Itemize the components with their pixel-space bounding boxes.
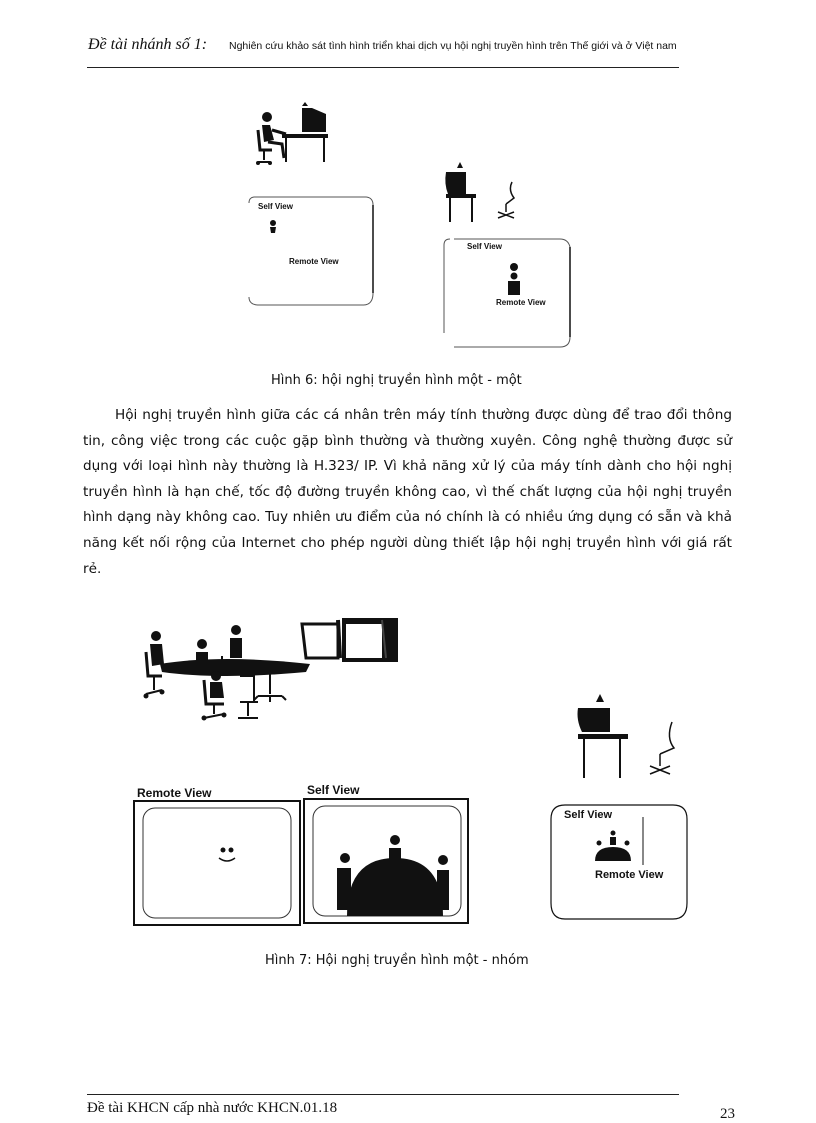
body-paragraph	[83, 403, 732, 582]
computer-empty-chair-icon	[440, 160, 520, 225]
self-view-label: Self View	[307, 783, 360, 797]
right-remote-view-label-2: Remote View	[595, 869, 664, 881]
self-view-screen	[303, 798, 469, 924]
right-screen-frame	[440, 233, 574, 353]
header-subtitle: Nghiên cứu khảo sát tình hình triển khai dịch vụ hội nghị truyền hình trên Thế giới và ở Việt nam	[229, 40, 677, 52]
remote-view-screen	[133, 800, 301, 926]
right-self-view-label-2: Self View	[564, 809, 613, 821]
right-self-view-label: Self View	[467, 242, 502, 251]
header-title: Đề tài nhánh số 1:	[88, 36, 208, 53]
person-at-computer-icon	[250, 100, 330, 170]
footer-text: Đề tài KHCN cấp nhà nước KHCN.01.18	[87, 1100, 338, 1116]
remote-view-label: Remote View	[137, 786, 212, 800]
footer-rule	[87, 1094, 679, 1095]
right-remote-view-label: Remote View	[496, 298, 546, 307]
left-remote-view-label: Remote View	[289, 257, 339, 266]
figure-6-caption: Hình 6: hội nghị truyền hình một - một	[271, 373, 522, 388]
header-rule	[87, 67, 679, 68]
group-conference-table-icon	[140, 618, 315, 723]
figure-7-caption: Hình 7: Hội nghị truyền hình một - nhóm	[265, 953, 529, 968]
computer-empty-chair-icon-2	[574, 692, 684, 782]
left-self-view-label: Self View	[258, 202, 293, 211]
page-number: 23	[720, 1106, 735, 1122]
paragraph-text: Hội nghị truyền hình giữa các cá nhân trên máy tính thường được dùng để trao đổi thông tin, công việc trong các cuộc gặp bình thường và thường xuyên. Công nghệ thường được sử dụng với loại hình này thường là H.323/ IP. Vì khả năng xử lý của máy tính dành cho hội nghị truyền hình là hạn chế, tốc độ đường truyền không cao, vì thế chất lượng của hội nghị truyền hình dạng này không cao. Tuy nhiên ưu điểm của nó chính là có nhiều ứng dụng có sẵn và khả năng kết nối rộng của Internet cho phép người dùng thiết lập hội nghị truyền hình với giá rất rẻ.	[83, 407, 732, 577]
twin-monitors-icon	[298, 614, 408, 666]
